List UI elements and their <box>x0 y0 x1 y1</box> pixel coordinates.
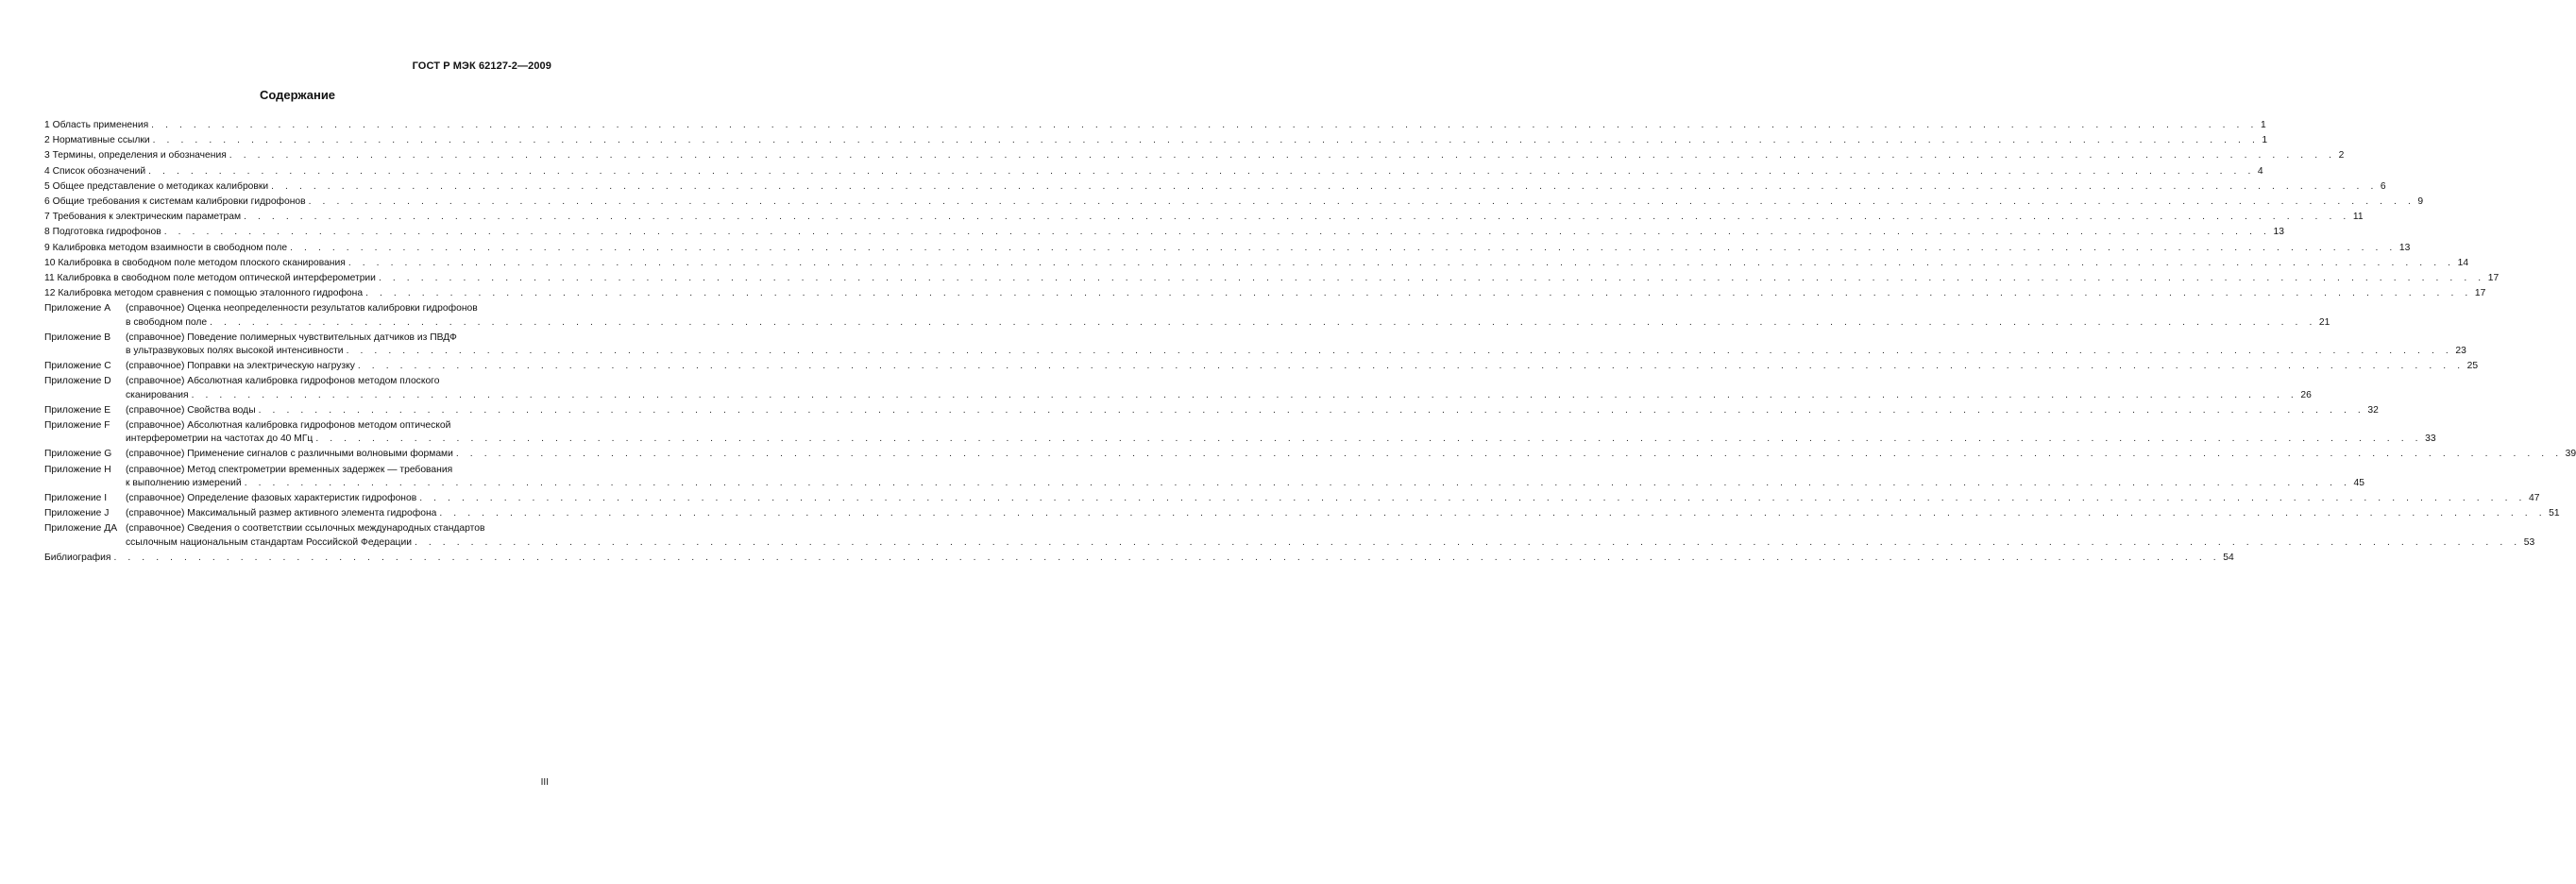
appendix-title-last-line <box>126 433 2436 446</box>
toc-entry[interactable] <box>44 257 2469 270</box>
toc-entry-label: 2 Нормативные ссылки <box>44 135 150 146</box>
toc-entry-label: 12 Калибровка методом сравнения с помощью эталонного гидрофона <box>44 288 364 299</box>
toc-entry-label: 3 Термины, определения и обозначения <box>44 150 227 162</box>
appendix-name: Приложение С <box>44 361 111 372</box>
appendix-title-last-line <box>126 389 2312 402</box>
toc-entry-label: 5 Общее представление о методиках калибровки <box>44 180 269 192</box>
toc-entry-bibliography[interactable] <box>44 552 2234 565</box>
dot-leader: . . . . . . . . . . . . . . . . . . . . . . . . . . . . . . . . . . . . . . . . . . . . . . . . . . . . . . . . . . . . . . . . . . . . . . . . . . . . . . . . . . . . . . . . . . . . . . . . . . . . . . . . . . . . . . . . . . . . . . . . . . . . . . . . . . . . . . . . . . . . . . . . . . . . . . <box>455 449 2563 460</box>
toc-entry-page: 26 <box>2300 389 2312 400</box>
appendix-title-line: (справочное) Метод спектрометрии временных задержек — требования <box>126 464 453 475</box>
toc-entry[interactable] <box>44 134 2268 147</box>
toc-appendix-entry[interactable] <box>44 375 2312 401</box>
toc-appendix-entry[interactable] <box>44 419 2436 446</box>
toc-entry-page: 4 <box>2257 165 2263 177</box>
toc-entry-label: 8 Подготовка гидрофонов <box>44 227 161 238</box>
appendix-title-line: ссылочным национальным стандартам Российской Федерации <box>126 536 412 548</box>
dot-leader: . . . . . . . . . . . . . . . . . . . . . . . . . . . . . . . . . . . . . . . . . . . . . . . . . . . . . . . . . . . . . . . . . . . . . . . . . . . . . . . . . . . . . . . . . . . . . . . . . . . . . . . . . . . . . . . . . . . . . . . . . . . . . . . . . . . . . . . . . . . . . . . . . . . . . . <box>315 434 2423 445</box>
toc-appendices <box>44 302 2576 549</box>
toc-entry-label: 7 Требования к электрическим параметрам <box>44 212 242 223</box>
toc-entry-page: 2 <box>2338 150 2345 162</box>
appendix-name: Приложение А <box>44 303 111 314</box>
appendix-name: Приложение D <box>44 376 111 387</box>
dot-leader: . . . . . . . . . . . . . . . . . . . . . . . . . . . . . . . . . . . . . . . . . . . . . . . . . . . . . . . . . . . . . . . . . . . . . . . . . . . . . . . . . . . . . . . . . . . . . . . . . . . . . . . . . . . . . . . . . . . . . . . . . . . . . . . . . . . . . . . . . . . . . . . . . . . . . . <box>365 288 2472 299</box>
appendix-title-last-line <box>126 492 2539 505</box>
appendix-title <box>126 404 2379 417</box>
table-of-contents <box>44 119 2576 567</box>
appendix-title <box>126 419 2436 446</box>
toc-entry-label: 9 Калибровка методом взаимности в свободном поле <box>44 242 288 253</box>
toc-entry-page: 9 <box>2417 196 2424 208</box>
appendix-title-line: (справочное) Определение фазовых характеристик гидрофонов <box>126 493 417 504</box>
appendix-title-last-line <box>126 448 2576 461</box>
toc-appendix-entry[interactable] <box>44 332 2466 358</box>
toc-entry-page: 23 <box>2455 346 2466 357</box>
toc-entry[interactable] <box>44 211 2364 224</box>
appendix-name: Приложение Е <box>44 404 111 416</box>
dot-leader: . . . . . . . . . . . . . . . . . . . . . . . . . . . . . . . . . . . . . . . . . . . . . . . . . . . . . . . . . . . . . . . . . . . . . . . . . . . . . . . . . . . . . . . . . . . . . . . . . . . . . . . . . . . . . . . . . . . . . . . . . . . . . . . . . . . . . . . . . . . . . . . . . . . . . . <box>229 150 2336 162</box>
appendix-title-line: (справочное) Поведение полимерных чувствительных датчиков из ПВДФ <box>126 332 457 343</box>
appendix-title <box>126 464 2364 490</box>
appendix-title <box>126 522 2534 549</box>
appendix-title <box>126 507 2560 520</box>
dot-leader: . . . . . . . . . . . . . . . . . . . . . . . . . . . . . . . . . . . . . . . . . . . . . . . . . . . . . . . . . . . . . . . . . . . . . . . . . . . . . . . . . . . . . . . . . . . . . . . . . . . . . . . . . . . . . . . . . . . . . . . . . . . . . . . . . . . . . . . . . . . . . . . . . . . . . . <box>378 273 2485 284</box>
toc-appendix-entry[interactable] <box>44 404 2379 417</box>
dot-leader: . . . . . . . . . . . . . . . . . . . . . . . . . . . . . . . . . . . . . . . . . . . . . . . . . . . . . . . . . . . . . . . . . . . . . . . . . . . . . . . . . . . . . . . . . . . . . . . . . . . . . . . . . . . . . . . . . . . . . . . . . . . . . . . . . . . . . . . . . . . . . . . . . . . . . . <box>346 346 2453 357</box>
toc-appendix-entry[interactable] <box>44 302 2330 329</box>
toc-appendix-entry[interactable] <box>44 522 2535 549</box>
toc-entry-page: 17 <box>2474 288 2486 299</box>
toc-entry[interactable] <box>44 242 2411 255</box>
appendix-title-line: (справочное) Сведения о соответствии ссылочных международных стандартов <box>126 523 485 535</box>
appendix-title-line: в ультразвуковых полях высокой интенсивности <box>126 346 344 357</box>
toc-appendix-entry[interactable] <box>44 360 2479 373</box>
toc-entry-page: 11 <box>2352 212 2364 223</box>
appendix-title-line: сканирования <box>126 389 189 400</box>
dot-leader: . . . . . . . . . . . . . . . . . . . . . . . . . . . . . . . . . . . . . . . . . . . . . . . . . . . . . . . . . . . . . . . . . . . . . . . . . . . . . . . . . . . . . . . . . . . . . . . . . . . . . . . . . . . . . . . . . . . . . . . . . . . . . . . . . . . . . . . . . . . . . . . . . . . . . . <box>244 212 2350 223</box>
toc-entry-page: 1 <box>2262 135 2268 146</box>
appendix-title-last-line <box>126 507 2560 520</box>
dot-leader: . . . . . . . . . . . . . . . . . . . . . . . . . . . . . . . . . . . . . . . . . . . . . . . . . . . . . . . . . . . . . . . . . . . . . . . . . . . . . . . . . . . . . . . . . . . . . . . . . . . . . . . . . . . . . . . . . . . . . . . . . . . . . . . . . . . . . . . . . . . . . . . . . . . . . . <box>271 180 2378 192</box>
toc-entry-page: 33 <box>2425 434 2436 445</box>
appendix-title-line: (справочное) Оценка неопределенности результатов калибровки гидрофонов <box>126 303 478 314</box>
appendix-title <box>126 302 2330 329</box>
page-title: Содержание <box>259 88 336 102</box>
toc-entry-page: 13 <box>2398 242 2411 253</box>
toc-entry-page: 17 <box>2487 273 2500 284</box>
appendix-title <box>126 448 2576 461</box>
dot-leader: . . . . . . . . . . . . . . . . . . . . . . . . . . . . . . . . . . . . . . . . . . . . . . . . . . . . . . . . . . . . . . . . . . . . . . . . . . . . . . . . . . . . . . . . . . . . . . . . . . . . . . . . . . . . . . . . . . . . . . . . . . . . . . . . . . . . . . . . . . . . . . . . . . . . . . <box>163 227 2271 238</box>
dot-leader: . . . . . . . . . . . . . . . . . . . . . . . . . . . . . . . . . . . . . . . . . . . . . . . . . . . . . . . . . . . . . . . . . . . . . . . . . . . . . . . . . . . . . . . . . . . . . . . . . . . . . . . . . . . . . . . . . . . . . . . . . . . . . . . . . . . . . . . . . . . . . . . . . . . . . . <box>419 493 2526 504</box>
toc-entry[interactable] <box>44 165 2263 178</box>
toc-entry-label: 11 Калибровка в свободном поле методом оптической интерферометрии <box>44 273 376 284</box>
dot-leader: . . . . . . . . . . . . . . . . . . . . . . . . . . . . . . . . . . . . . . . . . . . . . . . . . . . . . . . . . . . . . . . . . . . . . . . . . . . . . . . . . . . . . . . . . . . . . . . . . . . . . . . . . . . . . . . . . . . . . . . . . . . . . . . . . . . . . . . . . . . . . . . . . . . . . . <box>347 257 2455 268</box>
appendix-title <box>126 360 2478 373</box>
appendix-title-last-line <box>126 316 2330 330</box>
dot-leader: . . . . . . . . . . . . . . . . . . . . . . . . . . . . . . . . . . . . . . . . . . . . . . . . . . . . . . . . . . . . . . . . . . . . . . . . . . . . . . . . . . . . . . . . . . . . . . . . . . . . . . . . . . . . . . . . . . . . . . . . . . . . . . . . . . . . . . . . . . . . . . . . . . . . . . <box>113 552 2221 563</box>
appendix-title-line: (справочное) Абсолютная калибровка гидрофонов методом плоского <box>126 376 440 387</box>
appendix-name: Приложение Н <box>44 464 111 475</box>
dot-leader: . . . . . . . . . . . . . . . . . . . . . . . . . . . . . . . . . . . . . . . . . . . . . . . . . . . . . . . . . . . . . . . . . . . . . . . . . . . . . . . . . . . . . . . . . . . . . . . . . . . . . . . . . . . . . . . . . . . . . . . . . . . . . . . . . . . . . . . . . . . . . . . . . . . . . . <box>244 477 2351 488</box>
toc-entry-page: 54 <box>2223 552 2234 563</box>
toc-entry-page: 47 <box>2528 493 2540 504</box>
appendix-name: Приложение ДА <box>44 523 118 535</box>
toc-entry-label: 4 Список обозначений <box>44 165 146 177</box>
toc-entry-page: 13 <box>2273 227 2284 238</box>
dot-leader: . . . . . . . . . . . . . . . . . . . . . . . . . . . . . . . . . . . . . . . . . . . . . . . . . . . . . . . . . . . . . . . . . . . . . . . . . . . . . . . . . . . . . . . . . . . . . . . . . . . . . . . . . . . . . . . . . . . . . . . . . . . . . . . . . . . . . . . . . . . . . . . . . . . . . . <box>258 404 2365 416</box>
dot-leader: . . . . . . . . . . . . . . . . . . . . . . . . . . . . . . . . . . . . . . . . . . . . . . . . . . . . . . . . . . . . . . . . . . . . . . . . . . . . . . . . . . . . . . . . . . . . . . . . . . . . . . . . . . . . . . . . . . . . . . . . . . . . . . . . . . . . . . . . . . . . . . . . . . . . . . <box>191 389 2298 400</box>
dot-leader: . . . . . . . . . . . . . . . . . . . . . . . . . . . . . . . . . . . . . . . . . . . . . . . . . . . . . . . . . . . . . . . . . . . . . . . . . . . . . . . . . . . . . . . . . . . . . . . . . . . . . . . . . . . . . . . . . . . . . . . . . . . . . . . . . . . . . . . . . . . . . . . . . . . . . . <box>151 120 2258 130</box>
toc-entry-label: 6 Общие требования к системам калибровки гидрофонов <box>44 196 306 208</box>
dot-leader: . . . . . . . . . . . . . . . . . . . . . . . . . . . . . . . . . . . . . . . . . . . . . . . . . . . . . . . . . . . . . . . . . . . . . . . . . . . . . . . . . . . . . . . . . . . . . . . . . . . . . . . . . . . . . . . . . . . . . . . . . . . . . . . . . . . . . . . . . . . . . . . . . . . . . . <box>357 361 2465 372</box>
appendix-title <box>126 375 2312 401</box>
appendix-name: Приложение G <box>44 449 112 460</box>
appendix-title-line: (справочное) Свойства воды <box>126 404 256 416</box>
toc-entry-page: 25 <box>2466 361 2479 372</box>
appendix-title-line: интерферометрии на частотах до 40 МГц <box>126 434 314 445</box>
toc-entry-page: 39 <box>2565 449 2576 460</box>
toc-entry-page: 14 <box>2457 257 2469 268</box>
toc-entry[interactable] <box>44 287 2486 300</box>
appendix-title-last-line <box>126 345 2466 358</box>
toc-entry[interactable] <box>44 180 2386 194</box>
toc-entry[interactable] <box>44 226 2284 239</box>
appendix-name: Приложение В <box>44 332 111 343</box>
appendix-title <box>126 492 2539 505</box>
appendix-title-line: (справочное) Абсолютная калибровка гидрофонов методом оптической <box>126 420 451 432</box>
toc-entry[interactable] <box>44 149 2345 162</box>
dot-leader: . . . . . . . . . . . . . . . . . . . . . . . . . . . . . . . . . . . . . . . . . . . . . . . . . . . . . . . . . . . . . . . . . . . . . . . . . . . . . . . . . . . . . . . . . . . . . . . . . . . . . . . . . . . . . . . . . . . . . . . . . . . . . . . . . . . . . . . . . . . . . . . . . . . . . . <box>210 316 2316 328</box>
appendix-title-last-line <box>126 536 2534 550</box>
dot-leader: . . . . . . . . . . . . . . . . . . . . . . . . . . . . . . . . . . . . . . . . . . . . . . . . . . . . . . . . . . . . . . . . . . . . . . . . . . . . . . . . . . . . . . . . . . . . . . . . . . . . . . . . . . . . . . . . . . . . . . . . . . . . . . . . . . . . . . . . . . . . . . . . . . . . . . <box>414 536 2521 548</box>
toc-entry[interactable] <box>44 196 2424 209</box>
page-number: III <box>540 777 549 788</box>
dot-leader: . . . . . . . . . . . . . . . . . . . . . . . . . . . . . . . . . . . . . . . . . . . . . . . . . . . . . . . . . . . . . . . . . . . . . . . . . . . . . . . . . . . . . . . . . . . . . . . . . . . . . . . . . . . . . . . . . . . . . . . . . . . . . . . . . . . . . . . . . . . . . . . . . . . . . . <box>439 508 2547 519</box>
appendix-name: Приложение I <box>44 493 108 504</box>
appendix-title-last-line <box>126 360 2478 373</box>
appendix-title-last-line <box>126 477 2364 490</box>
toc-entry-label: Библиография <box>44 552 111 563</box>
toc-entry-page: 21 <box>2318 316 2330 328</box>
appendix-title-line: (справочное) Максимальный размер активного элемента гидрофона <box>126 508 437 519</box>
toc-appendix-entry[interactable] <box>44 464 2364 490</box>
toc-entry-label: 10 Калибровка в свободном поле методом плоского сканирования <box>44 257 346 268</box>
toc-entry-page: 32 <box>2367 404 2379 416</box>
dot-leader: . . . . . . . . . . . . . . . . . . . . . . . . . . . . . . . . . . . . . . . . . . . . . . . . . . . . . . . . . . . . . . . . . . . . . . . . . . . . . . . . . . . . . . . . . . . . . . . . . . . . . . . . . . . . . . . . . . . . . . . . . . . . . . . . . . . . . . . . . . . . . . . . . . . . . . <box>152 135 2260 146</box>
appendix-title-line: в свободном поле <box>126 316 208 328</box>
toc-sections <box>44 119 2500 300</box>
toc-entry-page: 1 <box>2260 120 2266 130</box>
dot-leader: . . . . . . . . . . . . . . . . . . . . . . . . . . . . . . . . . . . . . . . . . . . . . . . . . . . . . . . . . . . . . . . . . . . . . . . . . . . . . . . . . . . . . . . . . . . . . . . . . . . . . . . . . . . . . . . . . . . . . . . . . . . . . . . . . . . . . . . . . . . . . . . . . . . . . . <box>290 242 2397 253</box>
toc-entry[interactable] <box>44 272 2500 285</box>
toc-entry-page: 53 <box>2523 536 2535 548</box>
dot-leader: . . . . . . . . . . . . . . . . . . . . . . . . . . . . . . . . . . . . . . . . . . . . . . . . . . . . . . . . . . . . . . . . . . . . . . . . . . . . . . . . . . . . . . . . . . . . . . . . . . . . . . . . . . . . . . . . . . . . . . . . . . . . . . . . . . . . . . . . . . . . . . . . . . . . . . <box>308 196 2415 208</box>
appendix-name: Приложение J <box>44 508 110 519</box>
appendix-title-line: (справочное) Поправки на электрическую нагрузку <box>126 361 355 372</box>
standard-number: ГОСТ Р МЭК 62127-2—2009 <box>412 60 551 72</box>
toc-entry-page: 6 <box>2380 180 2386 192</box>
appendix-title <box>126 332 2466 358</box>
appendix-title-line: к выполнению измерений <box>126 477 242 488</box>
toc-appendix-entry[interactable] <box>44 507 2560 520</box>
toc-appendix-entry[interactable] <box>44 492 2540 505</box>
dot-leader: . . . . . . . . . . . . . . . . . . . . . . . . . . . . . . . . . . . . . . . . . . . . . . . . . . . . . . . . . . . . . . . . . . . . . . . . . . . . . . . . . . . . . . . . . . . . . . . . . . . . . . . . . . . . . . . . . . . . . . . . . . . . . . . . . . . . . . . . . . . . . . . . . . . . . . <box>148 165 2255 177</box>
toc-entry[interactable] <box>44 119 2266 132</box>
toc-entry-page: 51 <box>2549 508 2560 519</box>
toc-entry-page: 45 <box>2353 477 2364 488</box>
appendix-title-last-line <box>126 404 2379 417</box>
appendix-title-line: (справочное) Применение сигналов с различными волновыми формами <box>126 449 453 460</box>
toc-entry-label: 1 Область применения <box>44 120 149 130</box>
toc-appendix-entry[interactable] <box>44 448 2576 461</box>
appendix-name: Приложение F <box>44 420 110 432</box>
